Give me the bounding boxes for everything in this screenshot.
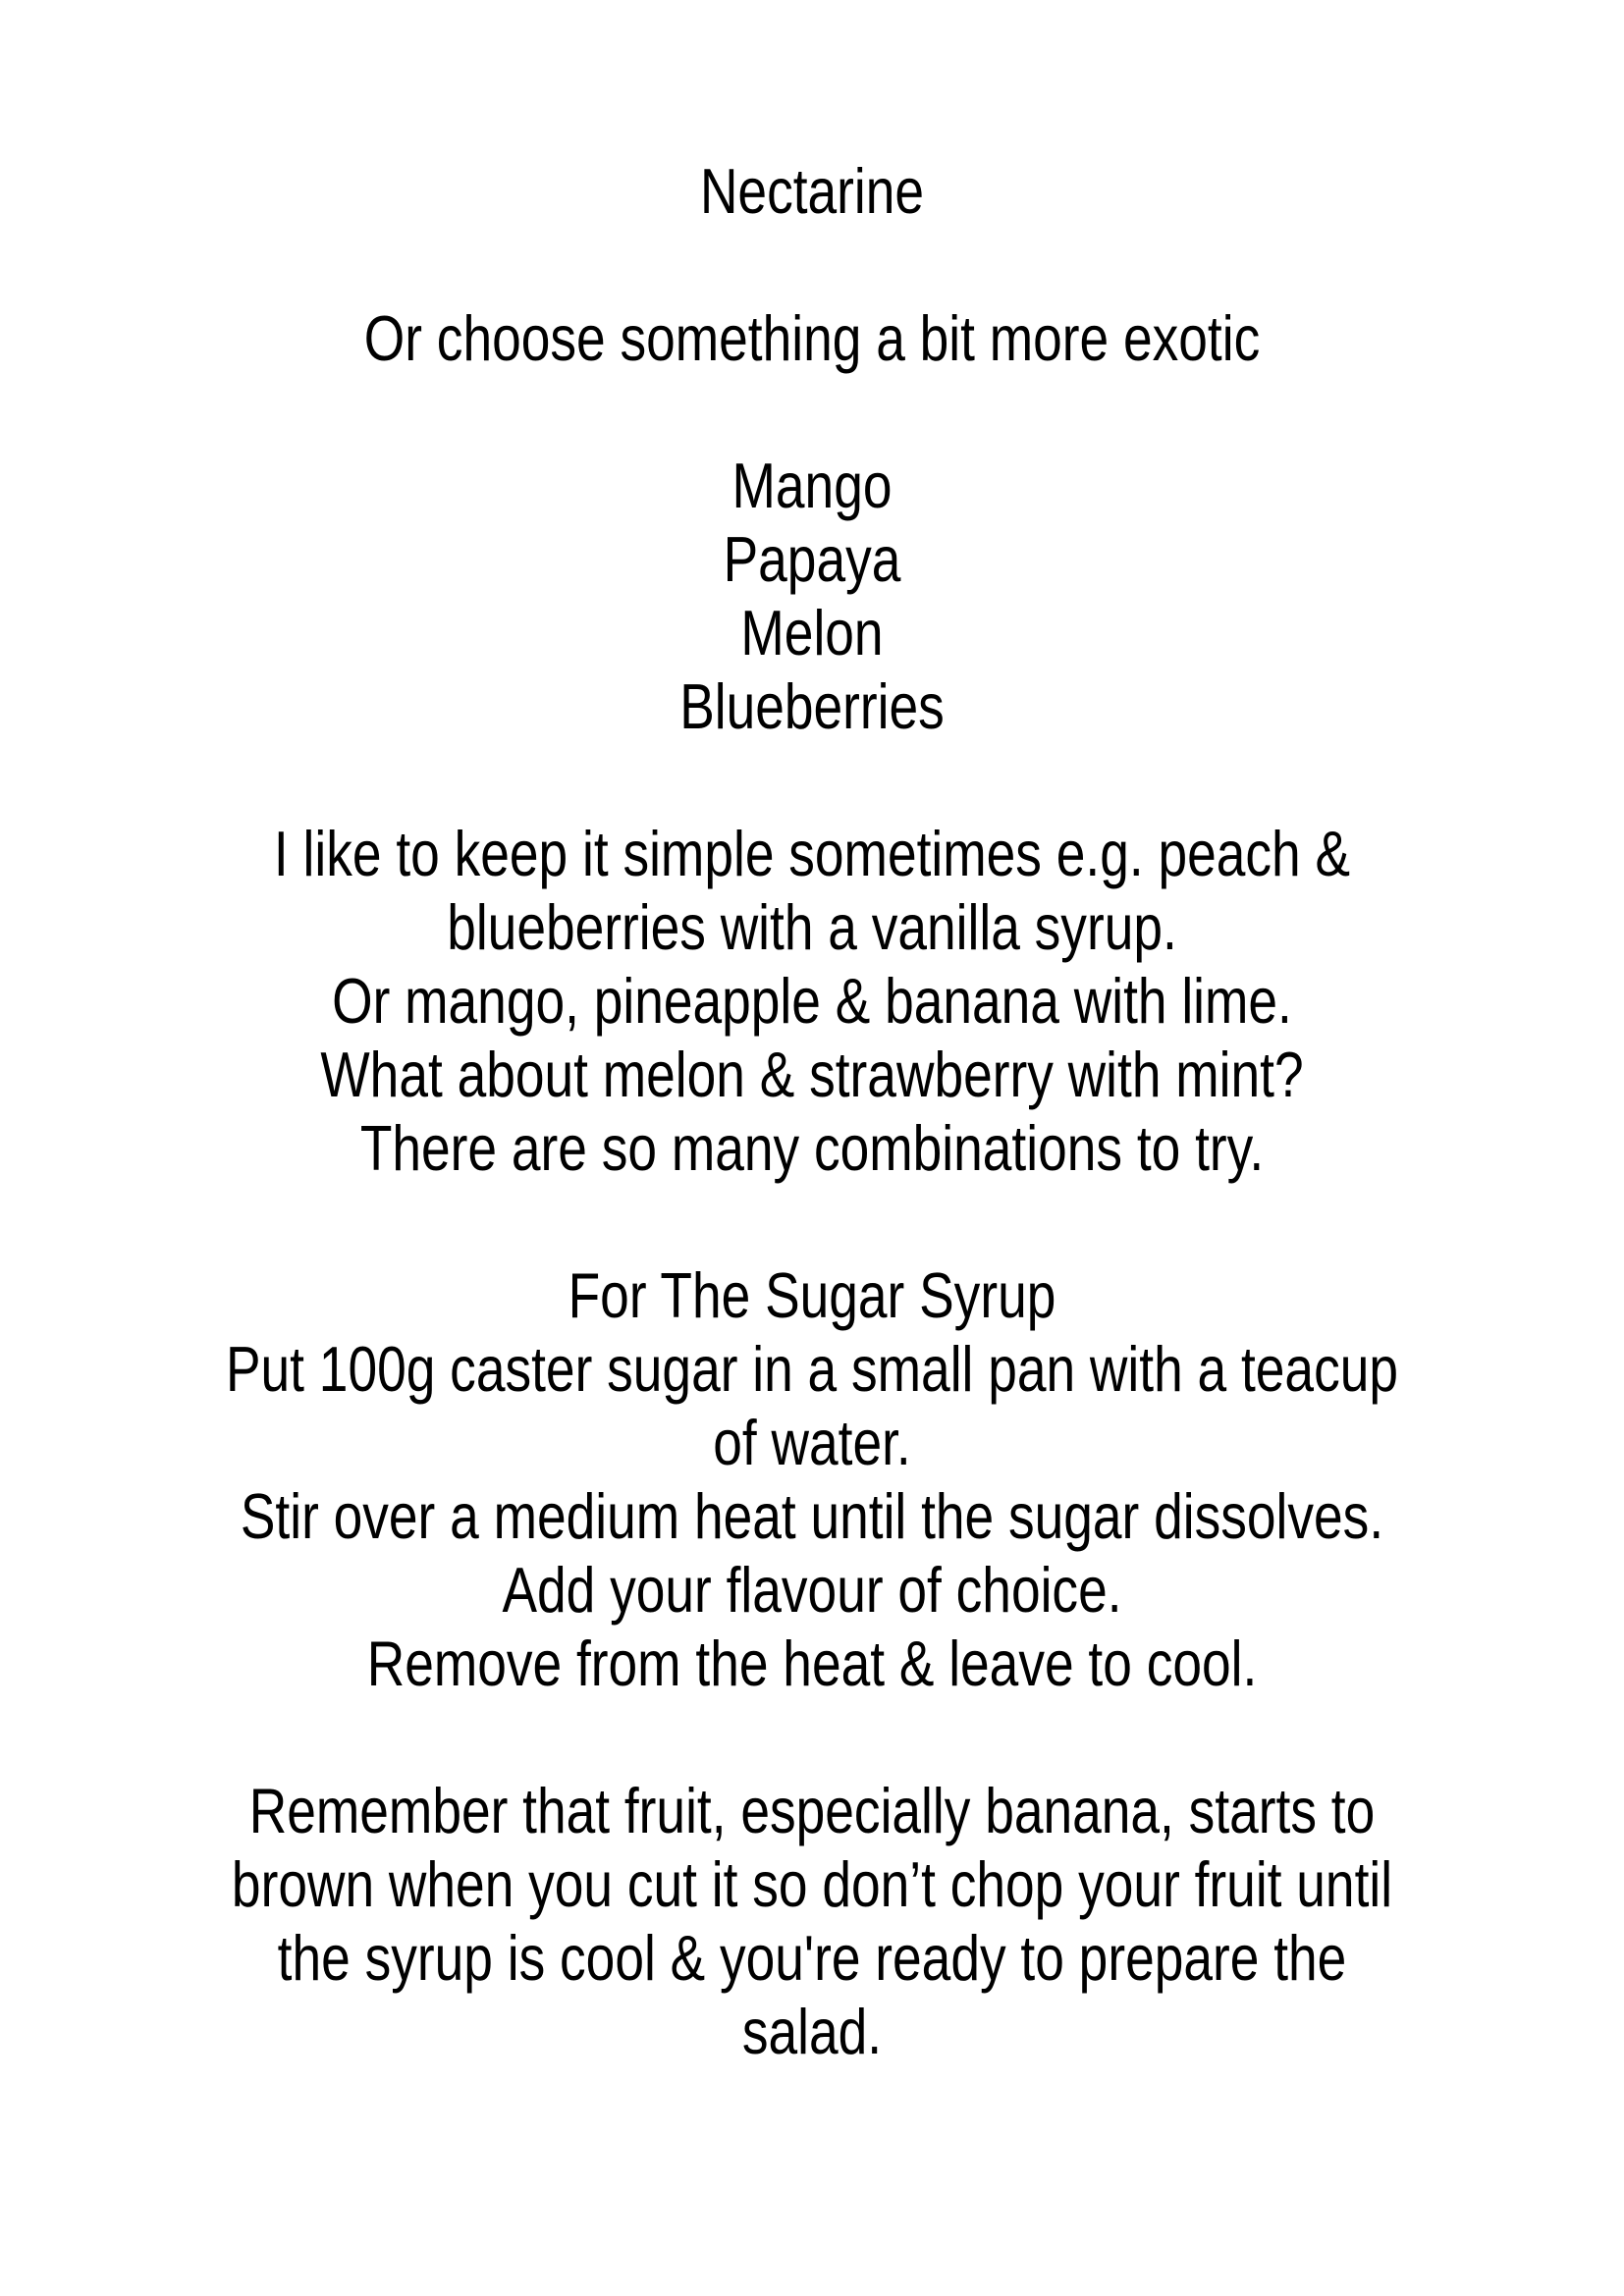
text-line: Mango xyxy=(731,450,893,521)
text-line: Remember that fruit, especially banana, starts to xyxy=(248,1775,1376,1846)
browning-note xyxy=(0,1774,1624,2068)
text-line: Put 100g caster sugar in a small pan with a teacup xyxy=(225,1333,1399,1405)
text-line: What about melon & strawberry with mint? xyxy=(320,1039,1304,1110)
text-line: For The Sugar Syrup xyxy=(568,1259,1056,1331)
text-line: Or choose something a bit more exotic xyxy=(363,302,1261,374)
text-line: Remove from the heat & leave to cool. xyxy=(366,1628,1258,1699)
text-line: of water. xyxy=(713,1407,911,1478)
text-line: Add your flavour of choice. xyxy=(502,1554,1122,1626)
text-line: Papaya xyxy=(723,523,901,595)
text-line: Blueberries xyxy=(679,670,945,742)
text-line: Or mango, pineapple & banana with lime. xyxy=(332,965,1292,1037)
sugar-syrup-instructions xyxy=(0,1258,1624,1700)
text-line: the syrup is cool & you're ready to prepare the xyxy=(277,1922,1347,1994)
text-line: There are so many combinations to try. xyxy=(359,1112,1265,1184)
text-line: Melon xyxy=(740,597,884,668)
text-line: Stir over a medium heat until the sugar dissolves. xyxy=(240,1480,1384,1552)
text-line: salad. xyxy=(741,1996,883,2067)
text-line: blueberries with a vanilla syrup. xyxy=(447,891,1177,963)
combination-suggestions xyxy=(0,817,1624,1185)
fruit-option-nectarine xyxy=(0,154,1624,228)
text-line: Nectarine xyxy=(699,155,925,227)
exotic-intro xyxy=(0,301,1624,375)
exotic-fruit-list xyxy=(0,449,1624,743)
text-line: brown when you cut it so don’t chop your fruit until xyxy=(231,1848,1393,1920)
text-line: I like to keep it simple sometimes e.g. peach & xyxy=(273,818,1351,889)
